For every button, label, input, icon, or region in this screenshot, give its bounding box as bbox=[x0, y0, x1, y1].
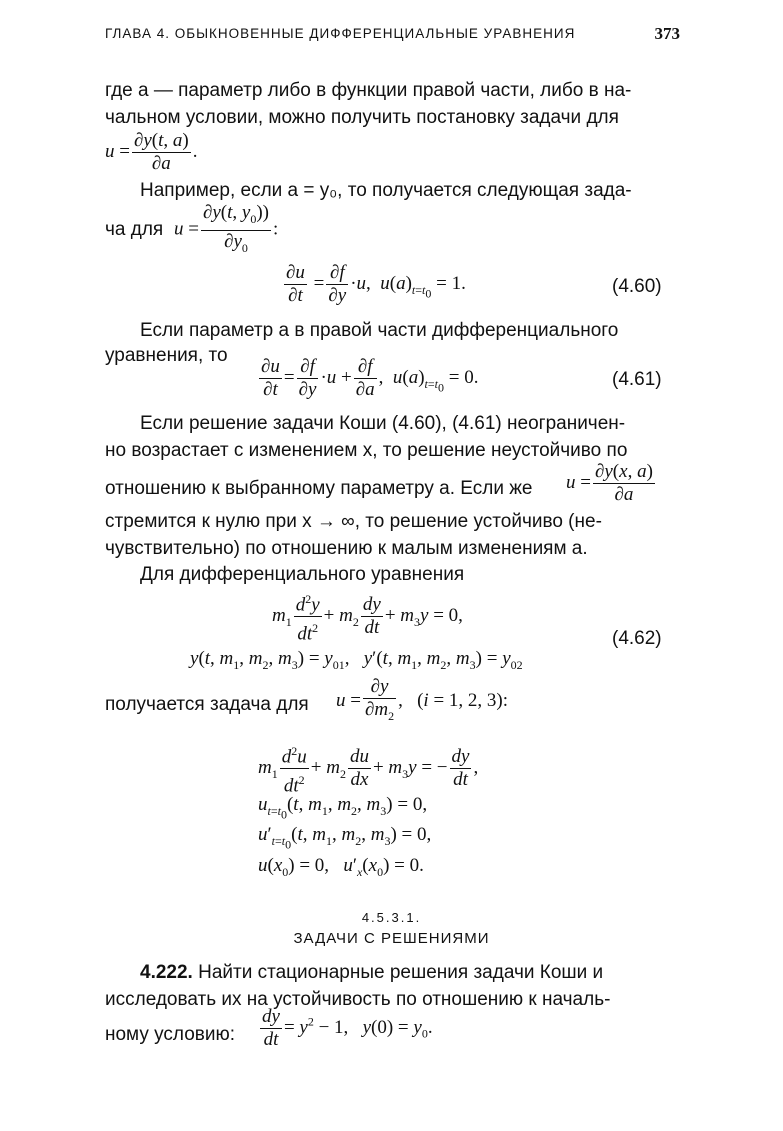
page-number: 373 bbox=[654, 24, 680, 43]
problem-text-1: Найти стационарные решения задачи Коши и bbox=[192, 962, 604, 983]
problem-line3-prefix: ному условию: bbox=[105, 1024, 236, 1045]
system-line2: $u_{t=t_0}(t$, $m_1$, $m_2$, $m_3) = 0$, bbox=[258, 794, 428, 822]
equation-u-def-1: u = $\frac{\partial y(t, a)}{\partial a}$ . bbox=[105, 130, 198, 174]
para5: Для дифференциального уравнения bbox=[140, 564, 465, 585]
para3-line2: уравнения, то bbox=[105, 345, 228, 366]
problem-line1 bbox=[140, 958, 603, 988]
para4-line5: чувствительно) по отношению к малым изменениям a. bbox=[105, 538, 588, 559]
header-title: ГЛАВА 4. ОБЫКНОВЕННЫЕ ДИФФЕРЕНЦИАЛЬНЫЕ УРАВНЕНИЯ bbox=[105, 26, 576, 41]
eq-tag-4-61: (4.61) bbox=[612, 369, 662, 390]
para4-line2: но возрастает с изменением x, то решение неустойчиво по bbox=[105, 440, 628, 461]
section-number: 4.5.3.1. bbox=[361, 910, 422, 925]
problem-equation: $\frac{dy}{dt}$ = $y^2 - 1$, $y(0) = y_0$. bbox=[262, 1006, 433, 1050]
problem-number: 4.222. bbox=[140, 962, 193, 983]
equation-u-def-3: u = $\frac{\partial y(x, a)}{\partial a}$ bbox=[566, 461, 653, 505]
equation-4-62-line1: $m_1$ $\frac{d^2y}{dt^2}$ + $m_2$ $\frac{dy}{dt}$ + $m_3y = 0$, bbox=[272, 588, 463, 646]
equation-u-def-2: u = $\frac{\partial y(t, y_0))}{\partial y_0}$ : bbox=[174, 202, 279, 255]
para4-line4: стремится к нулю при x → ∞, то решение устойчиво (не- bbox=[105, 511, 602, 532]
equation-u-def-4: u = $\frac{\partial y}{\partial m_2}$ , (i = 1, 2, 3): bbox=[336, 676, 509, 723]
para4-line1: Если решение задачи Коши (4.60), (4.61) неограничен- bbox=[140, 413, 626, 434]
system-line4: $u(x_0) = 0$, $u'_x(x_0) = 0$. bbox=[258, 855, 424, 879]
para1-line2: чальном условии, можно получить постановку задачи для bbox=[105, 107, 619, 128]
equation-4-60: $\frac{\partial u}{\partial t}$ = $\frac{\partial f}{\partial y}$ ·u, $u(a)_{t=t_0} = 1$. bbox=[286, 262, 466, 306]
para2-line1: Например, если a = y₀, то получается следующая зада- bbox=[140, 180, 632, 201]
equation-4-61: $\frac{\partial u}{\partial t}$ = $\frac{\partial f}{\partial y}$ ·u + $\frac{\partial f}{\partial a}$ , $u(a)_{t=t_0} = 0$. bbox=[261, 356, 479, 400]
eq-tag-4-62: (4.62) bbox=[612, 628, 662, 649]
section-title: ЗАДАЧИ С РЕШЕНИЯМИ bbox=[293, 930, 490, 947]
system-line1: $m_1$ $\frac{d^2u}{dt^2}$ + $m_2$ $\frac{du}{dx}$ + $m_3y$ = − $\frac{dy}{dt}$ , bbox=[258, 740, 478, 798]
running-header bbox=[105, 26, 680, 41]
equation-4-62-line2: y(t, $m_1$, $m_2$, $m_3) = y_{01}$, y′(t, $m_1$, $m_2$, $m_3) = y_{02}$ bbox=[190, 648, 523, 672]
para6-prefix: получается задача для bbox=[105, 694, 309, 715]
para1-line1: где a — параметр либо в функции правой части, либо в на- bbox=[105, 80, 632, 101]
para4-line3-prefix: отношению к выбранному параметру a. Если же bbox=[105, 478, 533, 499]
system-line3: $u'_{t=t_0}(t$, $m_1$, $m_2$, $m_3) = 0$, bbox=[258, 824, 432, 852]
eq-tag-4-60: (4.60) bbox=[612, 276, 662, 297]
para2-line2-prefix: ча для bbox=[105, 219, 164, 240]
para3-line1: Если параметр a в правой части дифференциального bbox=[140, 320, 619, 341]
problem-line2: исследовать их на устойчивость по отношению к началь- bbox=[105, 989, 611, 1010]
